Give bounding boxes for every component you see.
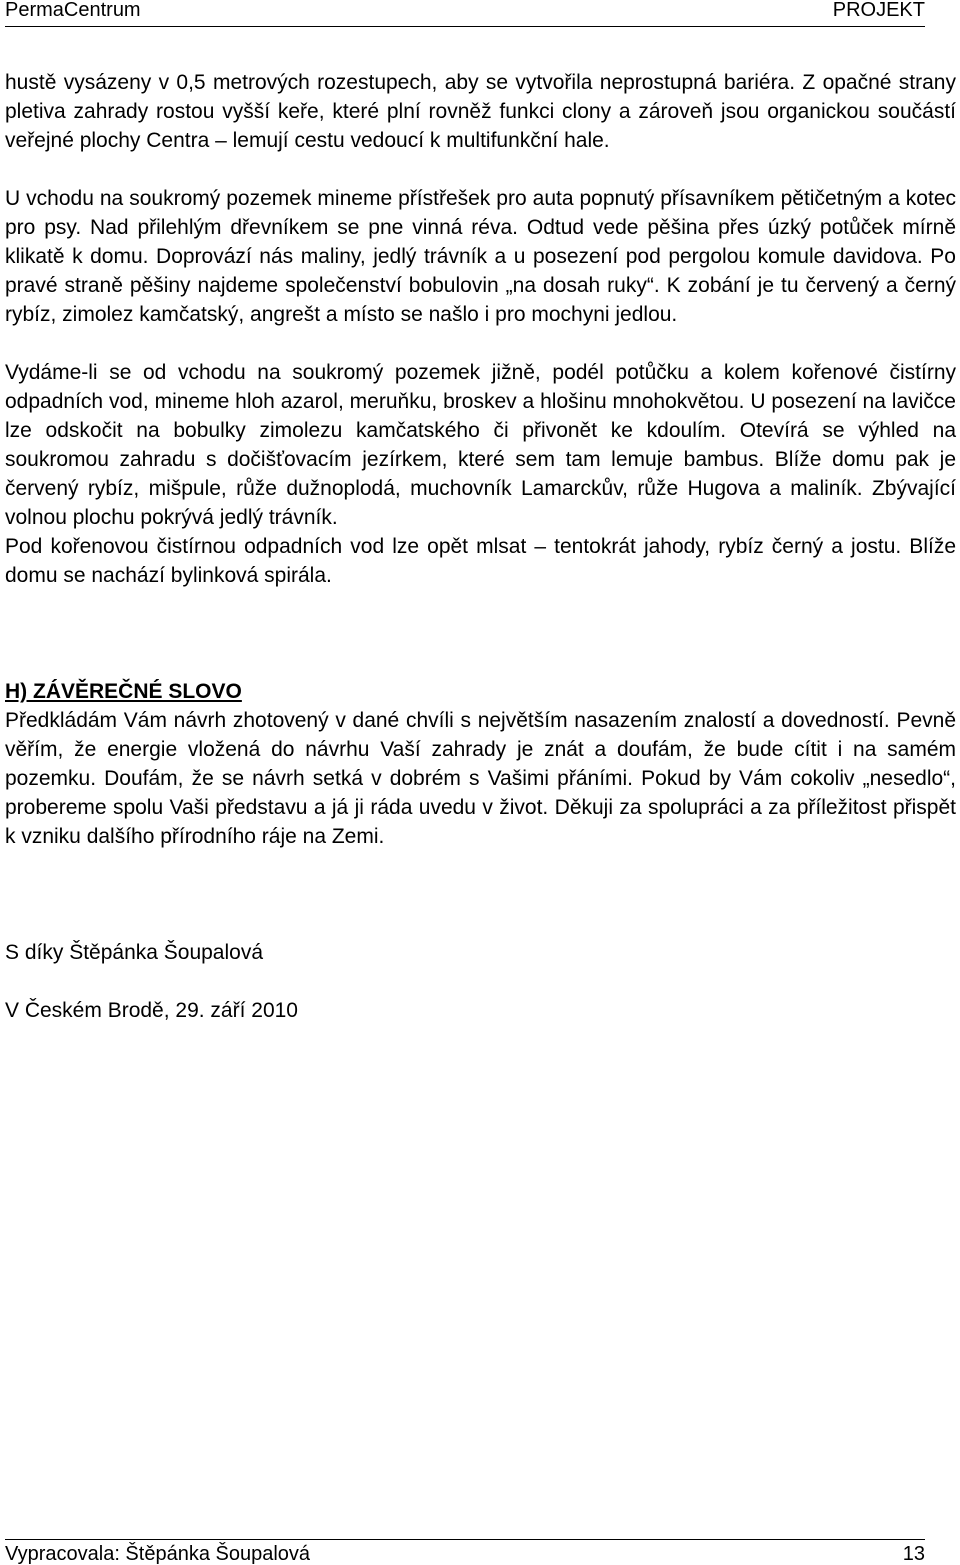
place-date-line: V Českém Brodě, 29. září 2010 [5,999,298,1022]
paragraph-entrance-path: U vchodu na soukromý pozemek mineme přístřešek pro auta popnutý přísavníkem pětičetným a kotec pro psy. Nad přilehlým dřevníkem se pne vinná réva. Odtud vede pěšina přes úzký potůček mírně klikatě k domu. Doprovází nás maliny, jedlý trávník a u posezení pod pergolou komule davidova. Po pravé straně pěšiny najdeme společenství bobulovin „na dosah ruky“. K zobání je tu červený a černý rybíz, zimolez kamčatský, angrešt a místo se našlo i pro mochyni jedlou. [5,187,956,326]
spacer [5,329,956,358]
page-header [0,0,960,22]
paragraph-closing-word: Předkládám Vám návrh zhotovený v dané chvíli s největším nasazením znalostí a dovedností. Pevně věřím, že energie vložená do návrhu Vaší zahrady je znát a doufám, že bude cítit i na samém pozemku. Doufám, že se návrh setká v dobrém s Vašimi přáními. Pokud by Vám cokoliv „nesedlo“, probereme spolu Vaši představu a já ji ráda uvedu v život. Děkuji za spolupráci a za příležitost přispět k vzniku dalšího přírodního ráje na Zemi. [5,709,956,848]
page-number: 13 [902,1543,925,1565]
page-body [5,68,956,1025]
paragraph-root-treatment: Pod kořenovou čistírnou odpadních vod lze opět mlsat – tentokrát jahody, rybíz černý a jostu. Blíže domu se nachází bylinková spirála. [5,535,956,587]
page-footer [0,1527,960,1565]
paragraph-hedge: hustě vysázeny v 0,5 metrových rozestupech, aby se vytvořila neprostupná bariéra. Z opačné strany pletiva zahrady rostou vyšší keře, které plní rovněž funkci clony a zároveň jsou organickou součástí veřejné plochy Centra – lemují cestu vedoucí k multifunkční hale. [5,71,956,152]
spacer [5,155,956,184]
header-organization: PermaCentrum [5,0,141,21]
section-heading: H) ZÁVĚREČNÉ SLOVO [5,680,242,703]
footer-author: Vypracovala: Štěpánka Šoupalová [5,1543,311,1565]
header-document-type: PROJEKT [832,0,925,21]
signature-line: S díky Štěpánka Šoupalová [5,941,264,964]
spacer [5,590,956,677]
spacer [5,967,956,996]
footer-divider [5,1539,925,1540]
header-divider [5,26,925,27]
paragraph-south-garden: Vydáme-li se od vchodu na soukromý pozemek jižně, podél potůčku a kolem kořenové čistírny odpadních vod, mineme hloh azarol, meruňku, broskev a hlošinu mnohokvětou. U posezení na lavičce lze odskočit na bobulky zimolezu kamčatského či přivonět ke kdoulím. Otevírá se výhled na soukromou zahradu s dočišťovacím jezírkem, které sem tam lemuje bambus. Blíže domu pak je červený rybíz, mišpule, růže dužnoplodá, muchovník Lamarckův, růže Hugova a maliník. Zbývající volnou plochu pokrývá jedlý trávník. [5,361,956,529]
spacer [5,851,956,938]
